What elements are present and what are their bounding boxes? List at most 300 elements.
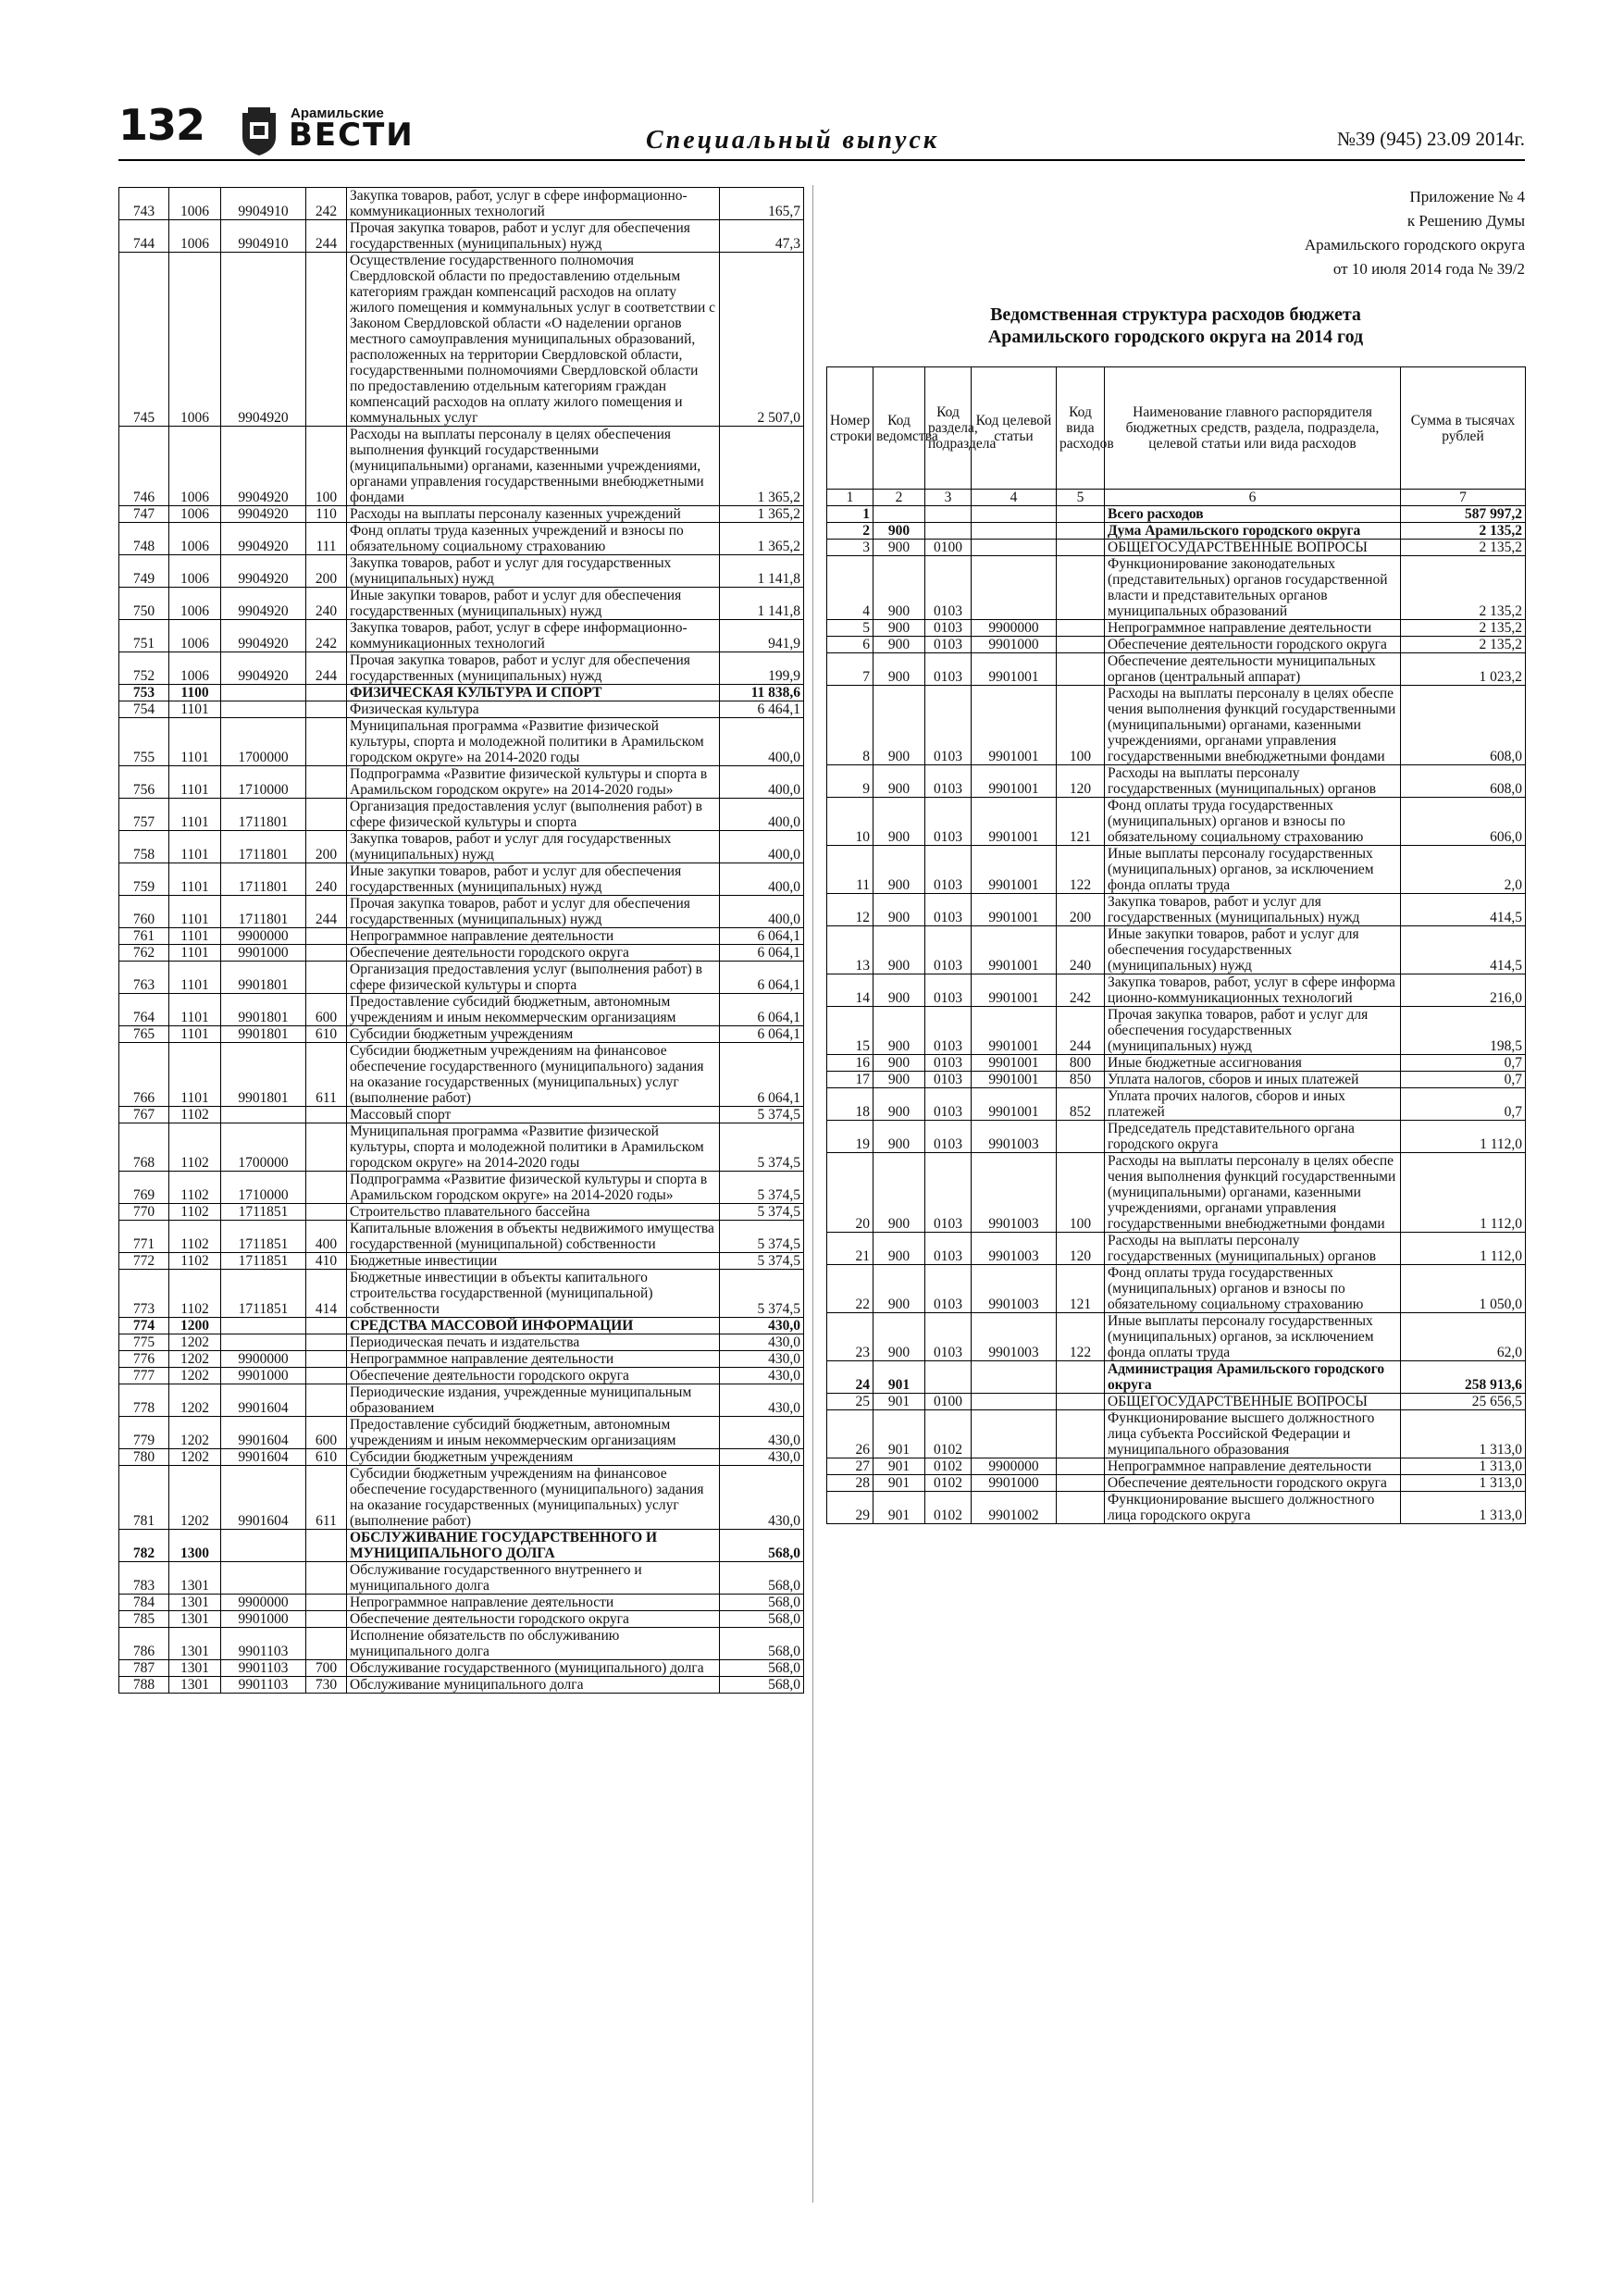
- item-name: Предоставление субсидий бюджетным, автономным учреждениям и иным некоммерческим организациям: [347, 1417, 720, 1449]
- department-code: [873, 506, 925, 523]
- section-code: 1101: [169, 863, 221, 896]
- section-code: 1006: [169, 555, 221, 588]
- expense-type-code: 414: [306, 1270, 347, 1318]
- item-name: Периодические издания, учрежденные муниципальным образованием: [347, 1384, 720, 1417]
- item-name: Уплата прочих налогов, сборов и иных платежей: [1105, 1088, 1401, 1121]
- section-code: 0103: [925, 1265, 972, 1313]
- item-name: Иные бюджетные ассигнования: [1105, 1055, 1401, 1072]
- column-header: Код раздела, подраздела: [925, 367, 972, 490]
- item-name: Председатель представительного органа городского округа: [1105, 1121, 1401, 1153]
- item-name: Обеспечение деятельности городского округа: [347, 1368, 720, 1384]
- item-name: Строительство плавательного бассейна: [347, 1204, 720, 1221]
- table-row: [827, 540, 1526, 556]
- expense-type-code: 200: [1057, 894, 1105, 926]
- table-row: [119, 1351, 804, 1368]
- section-code: 1006: [169, 188, 221, 220]
- item-sum: 400,0: [720, 831, 804, 863]
- title-line: Арамильского городского округа на 2014 год: [987, 327, 1364, 347]
- item-name: Организация предоставления услуг (выполнения работ) в сфере физической культуры и спорта: [347, 799, 720, 831]
- row-number: 20: [827, 1153, 873, 1233]
- item-name: Обеспечение деятельности городского округа: [347, 1611, 720, 1628]
- expense-type-code: 610: [306, 1449, 347, 1466]
- row-number: 10: [827, 798, 873, 846]
- target-code: 9904920: [221, 506, 306, 523]
- item-name: Расходы на выплаты персоналу казенных учреждений: [347, 506, 720, 523]
- target-code: 1710000: [221, 1172, 306, 1204]
- item-sum: 1 313,0: [1401, 1458, 1526, 1475]
- expense-type-code: 200: [306, 831, 347, 863]
- table-row: [827, 1055, 1526, 1072]
- target-code: 9904920: [221, 652, 306, 685]
- item-name: Иные закупки товаров, работ и услуг для обеспечения государственных (муниципальных) нужд: [347, 863, 720, 896]
- target-code: 9900000: [221, 1351, 306, 1368]
- row-number: 777: [119, 1368, 169, 1384]
- department-code: 900: [873, 653, 925, 686]
- expense-type-code: [306, 766, 347, 799]
- item-name: Уплата налогов, сборов и иных платежей: [1105, 1072, 1401, 1088]
- section-code: 0103: [925, 894, 972, 926]
- expense-type-code: 244: [1057, 1007, 1105, 1055]
- table-row: [119, 994, 804, 1026]
- row-number: 760: [119, 896, 169, 928]
- item-sum: 6 064,1: [720, 1043, 804, 1107]
- table-row: [119, 1026, 804, 1043]
- item-name: СРЕДСТВА МАССОВОЙ ИНФОРМАЦИИ: [347, 1318, 720, 1334]
- item-sum: 5 374,5: [720, 1204, 804, 1221]
- expense-type-code: 610: [306, 1026, 347, 1043]
- table-row: [119, 831, 804, 863]
- item-sum: 5 374,5: [720, 1221, 804, 1253]
- item-name: Предоставление субсидий бюджетным, автономным учреждениям и иным некоммерческим организациям: [347, 994, 720, 1026]
- expense-type-code: [306, 1562, 347, 1595]
- expense-type-code: 111: [306, 523, 347, 555]
- item-name: Муниципальная программа «Развитие физической культуры, спорта и молодежной политики в Арамильском городском округе» на 2014-2020 годы: [347, 718, 720, 766]
- item-sum: 2 135,2: [1401, 620, 1526, 637]
- item-sum: 6 064,1: [720, 994, 804, 1026]
- section-code: 0103: [925, 1055, 972, 1072]
- table-row: [827, 620, 1526, 637]
- item-name: Администрация Арамильского городского округа: [1105, 1361, 1401, 1394]
- table-row: [119, 1253, 804, 1270]
- expense-type-code: 120: [1057, 1233, 1105, 1265]
- item-sum: 430,0: [720, 1318, 804, 1334]
- item-name: Прочая закупка товаров, работ и услуг для обеспечения государственных (муниципальных) нужд: [347, 652, 720, 685]
- row-number: 775: [119, 1334, 169, 1351]
- item-sum: 568,0: [720, 1677, 804, 1694]
- section-code: 1101: [169, 928, 221, 945]
- column-divider: [812, 185, 813, 2203]
- table-row: [119, 1123, 804, 1172]
- target-code: 9900000: [221, 928, 306, 945]
- item-name: Расходы на выплаты персоналу в целях обеспе чения выполнения функций государственными (муниципальными) органами, казенными учреждениями, органами управления государственными внебюджетными фондами: [1105, 1153, 1401, 1233]
- target-code: [972, 1394, 1057, 1410]
- expense-type-code: [306, 945, 347, 962]
- column-index: 7: [1401, 490, 1526, 506]
- expense-type-code: 100: [1057, 686, 1105, 765]
- section-code: 1202: [169, 1449, 221, 1466]
- target-code: 9901003: [972, 1153, 1057, 1233]
- item-sum: 2 135,2: [1401, 523, 1526, 540]
- target-code: 9904920: [221, 620, 306, 652]
- section-code: 1101: [169, 718, 221, 766]
- item-name: Непрограммное направление деятельности: [347, 1595, 720, 1611]
- expense-type-code: [306, 1628, 347, 1660]
- table-row: [119, 1660, 804, 1677]
- target-code: 9901801: [221, 962, 306, 994]
- target-code: 9901103: [221, 1660, 306, 1677]
- section-code: [925, 523, 972, 540]
- expense-type-code: 110: [306, 506, 347, 523]
- item-sum: 25 656,5: [1401, 1394, 1526, 1410]
- department-code: 900: [873, 523, 925, 540]
- row-number: 751: [119, 620, 169, 652]
- item-sum: 0,7: [1401, 1055, 1526, 1072]
- target-code: 1710000: [221, 766, 306, 799]
- section-code: 1006: [169, 427, 221, 506]
- logo-subtitle: Арамильские: [291, 105, 384, 121]
- column-index: 1: [827, 490, 873, 506]
- appendix-note: [1110, 185, 1525, 281]
- item-sum: 1 141,8: [720, 588, 804, 620]
- target-code: 9901003: [972, 1265, 1057, 1313]
- item-name: Закупка товаров, работ и услуг для государственных (муниципальных) нужд: [1105, 894, 1401, 926]
- target-code: 9904910: [221, 220, 306, 253]
- expense-type-code: 611: [306, 1466, 347, 1530]
- section-code: 1101: [169, 1043, 221, 1107]
- table-row: [827, 653, 1526, 686]
- expense-type-code: 730: [306, 1677, 347, 1694]
- section-code: 1006: [169, 523, 221, 555]
- row-number: 11: [827, 846, 873, 894]
- department-code: 900: [873, 637, 925, 653]
- issue-date: №39 (945) 23.09 2014г.: [1336, 128, 1525, 150]
- table-row: [119, 1449, 804, 1466]
- item-name: Прочая закупка товаров, работ и услуг для обеспечения государственных (муниципальных) нужд: [347, 220, 720, 253]
- expense-type-code: [306, 1204, 347, 1221]
- item-sum: 216,0: [1401, 974, 1526, 1007]
- row-number: 14: [827, 974, 873, 1007]
- column-header: Код ведомства: [873, 367, 925, 490]
- expense-type-code: 100: [306, 427, 347, 506]
- item-sum: 1 365,2: [720, 427, 804, 506]
- table-row: [119, 506, 804, 523]
- table-row: [827, 523, 1526, 540]
- section-code: 1202: [169, 1351, 221, 1368]
- expense-type-code: [1057, 1492, 1105, 1524]
- item-sum: 568,0: [720, 1611, 804, 1628]
- item-name: Организация предоставления услуг (выполнения работ) в сфере физической культуры и спорта: [347, 962, 720, 994]
- target-code: 9904920: [221, 427, 306, 506]
- expense-type-code: 240: [306, 863, 347, 896]
- row-number: 754: [119, 701, 169, 718]
- item-sum: 2 135,2: [1401, 637, 1526, 653]
- table-row: [827, 926, 1526, 974]
- table-row: [119, 588, 804, 620]
- expense-type-code: [306, 718, 347, 766]
- table-row: [119, 701, 804, 718]
- appendix-line: Приложение № 4: [1409, 188, 1525, 205]
- department-code: 900: [873, 556, 925, 620]
- item-name: Субсидии бюджетным учреждениям: [347, 1026, 720, 1043]
- section-code: 0103: [925, 686, 972, 765]
- target-code: 9901801: [221, 1043, 306, 1107]
- item-name: Расходы на выплаты персоналу государственных (муниципальных) органов: [1105, 1233, 1401, 1265]
- table-row: [119, 766, 804, 799]
- expense-type-code: [306, 1384, 347, 1417]
- row-number: 5: [827, 620, 873, 637]
- target-code: 1711801: [221, 799, 306, 831]
- item-sum: 568,0: [720, 1562, 804, 1595]
- item-name: Массовый спорт: [347, 1107, 720, 1123]
- item-name: Всего расходов: [1105, 506, 1401, 523]
- appendix-line: Арамильского городского округа: [1304, 236, 1525, 254]
- section-code: 1102: [169, 1172, 221, 1204]
- section-code: 0102: [925, 1458, 972, 1475]
- item-sum: 62,0: [1401, 1313, 1526, 1361]
- table-row: [827, 1492, 1526, 1524]
- item-name: Непрограммное направление деятельности: [1105, 620, 1401, 637]
- item-sum: 1 023,2: [1401, 653, 1526, 686]
- row-number: 786: [119, 1628, 169, 1660]
- table-row: [119, 1334, 804, 1351]
- section-code: 1101: [169, 962, 221, 994]
- page-header: [118, 100, 1525, 165]
- row-number: 9: [827, 765, 873, 798]
- item-name: Обеспечение деятельности городского округа: [347, 945, 720, 962]
- expense-type-code: 611: [306, 1043, 347, 1107]
- expense-type-code: [306, 1595, 347, 1611]
- table-row: [119, 1384, 804, 1417]
- department-code: 900: [873, 926, 925, 974]
- item-sum: 430,0: [720, 1449, 804, 1466]
- target-code: 9901001: [972, 894, 1057, 926]
- item-sum: 1 313,0: [1401, 1410, 1526, 1458]
- section-code: 1102: [169, 1221, 221, 1253]
- section-code: 0100: [925, 540, 972, 556]
- target-code: 9901103: [221, 1628, 306, 1660]
- department-code: 900: [873, 1233, 925, 1265]
- item-name: Иные закупки товаров, работ и услуг для обеспечения государственных (муниципальных) нужд: [1105, 926, 1401, 974]
- section-code: 0103: [925, 556, 972, 620]
- expense-type-code: [1057, 523, 1105, 540]
- department-code: 900: [873, 1055, 925, 1072]
- section-code: 1102: [169, 1123, 221, 1172]
- target-code: 1711851: [221, 1204, 306, 1221]
- section-code: 1202: [169, 1417, 221, 1449]
- row-number: 784: [119, 1595, 169, 1611]
- target-code: 9900000: [221, 1595, 306, 1611]
- item-sum: 430,0: [720, 1334, 804, 1351]
- expense-type-code: 122: [1057, 846, 1105, 894]
- expense-type-code: 122: [1057, 1313, 1105, 1361]
- target-code: 9900000: [972, 620, 1057, 637]
- target-code: 1711851: [221, 1253, 306, 1270]
- item-sum: 941,9: [720, 620, 804, 652]
- item-sum: 5 374,5: [720, 1270, 804, 1318]
- item-name: Закупка товаров, работ и услуг для государственных (муниципальных) нужд: [347, 831, 720, 863]
- row-number: 762: [119, 945, 169, 962]
- expense-type-code: [306, 1107, 347, 1123]
- expense-type-code: 244: [306, 896, 347, 928]
- table-row: [827, 1313, 1526, 1361]
- table-row: [119, 1221, 804, 1253]
- item-name: Иные выплаты персоналу государственных (муниципальных) органов, за исключением фонда оплаты труда: [1105, 1313, 1401, 1361]
- department-code: 901: [873, 1458, 925, 1475]
- item-name: Периодическая печать и издательства: [347, 1334, 720, 1351]
- row-number: 21: [827, 1233, 873, 1265]
- table-row: [827, 798, 1526, 846]
- table-row: [119, 188, 804, 220]
- table-row: [119, 799, 804, 831]
- target-code: 9901604: [221, 1449, 306, 1466]
- item-sum: 11 838,6: [720, 685, 804, 701]
- target-code: 9901604: [221, 1417, 306, 1449]
- table-row: [827, 556, 1526, 620]
- table-row: [119, 928, 804, 945]
- section-code: 1101: [169, 994, 221, 1026]
- item-name: Исполнение обязательств по обслуживанию муниципального долга: [347, 1628, 720, 1660]
- section-code: 0103: [925, 1153, 972, 1233]
- section-code: [925, 1361, 972, 1394]
- target-code: 1711801: [221, 863, 306, 896]
- row-number: 763: [119, 962, 169, 994]
- row-number: 772: [119, 1253, 169, 1270]
- item-sum: 400,0: [720, 896, 804, 928]
- item-sum: 1 313,0: [1401, 1475, 1526, 1492]
- item-sum: 1 365,2: [720, 523, 804, 555]
- table-row: [119, 945, 804, 962]
- page-number: 132: [118, 100, 205, 150]
- expense-type-code: [306, 1611, 347, 1628]
- section-code: 0103: [925, 974, 972, 1007]
- title-line: Ведомственная структура расходов бюджета: [990, 304, 1361, 325]
- table-row: [119, 253, 804, 427]
- row-number: 780: [119, 1449, 169, 1466]
- item-sum: 608,0: [1401, 765, 1526, 798]
- target-code: [972, 1410, 1057, 1458]
- target-code: 1700000: [221, 718, 306, 766]
- column-index: 5: [1057, 490, 1105, 506]
- table-row: [119, 1611, 804, 1628]
- row-number: 759: [119, 863, 169, 896]
- row-number: 13: [827, 926, 873, 974]
- expense-type-code: [1057, 1394, 1105, 1410]
- item-sum: 430,0: [720, 1368, 804, 1384]
- row-number: 3: [827, 540, 873, 556]
- item-name: Обслуживание муниципального долга: [347, 1677, 720, 1694]
- expense-type-code: [306, 1351, 347, 1368]
- section-code: 1301: [169, 1595, 221, 1611]
- row-number: 22: [827, 1265, 873, 1313]
- section-code: 1101: [169, 831, 221, 863]
- row-number: 768: [119, 1123, 169, 1172]
- table-row: [119, 1677, 804, 1694]
- item-name: Субсидии бюджетным учреждениям: [347, 1449, 720, 1466]
- item-sum: 47,3: [720, 220, 804, 253]
- row-number: 4: [827, 556, 873, 620]
- row-number: 8: [827, 686, 873, 765]
- table-row: [827, 1265, 1526, 1313]
- section-code: 1101: [169, 799, 221, 831]
- item-name: Функционирование законодательных (представительных) органов государственной власти и представительных органов муниципальных образований: [1105, 556, 1401, 620]
- expense-type-code: [306, 928, 347, 945]
- department-code: 900: [873, 765, 925, 798]
- item-name: Подпрограмма «Развитие физической культуры и спорта в Арамильском городском округе» на 2014-2020 годы»: [347, 1172, 720, 1204]
- expense-type-code: 800: [1057, 1055, 1105, 1072]
- item-name: Закупка товаров, работ, услуг в сфере информационно-коммуникационных технологий: [347, 188, 720, 220]
- table-row: [119, 620, 804, 652]
- row-number: 16: [827, 1055, 873, 1072]
- item-sum: 430,0: [720, 1466, 804, 1530]
- section-code: 1301: [169, 1677, 221, 1694]
- item-sum: 5 374,5: [720, 1123, 804, 1172]
- row-number: 7: [827, 653, 873, 686]
- expense-type-code: 100: [1057, 1153, 1105, 1233]
- target-code: 9904920: [221, 588, 306, 620]
- item-name: Фонд оплаты труда казенных учреждений и взносы по обязательному социальному страхованию: [347, 523, 720, 555]
- item-name: Капитальные вложения в объекты недвижимого имущества государственной (муниципальной) собственности: [347, 1221, 720, 1253]
- item-sum: 400,0: [720, 766, 804, 799]
- target-code: 1700000: [221, 1123, 306, 1172]
- table-row: [119, 1172, 804, 1204]
- item-sum: 568,0: [720, 1595, 804, 1611]
- table-row: [119, 962, 804, 994]
- expense-type-code: [306, 253, 347, 427]
- section-code: 0103: [925, 846, 972, 894]
- expense-type-code: [306, 685, 347, 701]
- header-rule: [118, 159, 1525, 161]
- target-code: 9901001: [972, 653, 1057, 686]
- item-sum: 6 064,1: [720, 945, 804, 962]
- department-code: 900: [873, 1072, 925, 1088]
- target-code: [221, 1318, 306, 1334]
- department-code: 901: [873, 1475, 925, 1492]
- expense-type-code: 121: [1057, 798, 1105, 846]
- item-name: Непрограммное направление деятельности: [347, 1351, 720, 1368]
- row-number: 27: [827, 1458, 873, 1475]
- table-row: [119, 896, 804, 928]
- section-code: 1006: [169, 253, 221, 427]
- row-number: 758: [119, 831, 169, 863]
- row-number: 746: [119, 427, 169, 506]
- table-row: [827, 1233, 1526, 1265]
- target-code: 9904920: [221, 555, 306, 588]
- row-number: 17: [827, 1072, 873, 1088]
- expense-type-code: [1057, 506, 1105, 523]
- item-sum: 1 141,8: [720, 555, 804, 588]
- table-row: [119, 685, 804, 701]
- section-code: 0103: [925, 765, 972, 798]
- item-sum: 0,7: [1401, 1088, 1526, 1121]
- section-code: 1101: [169, 896, 221, 928]
- expense-type-code: [306, 1318, 347, 1334]
- expense-type-code: [306, 1530, 347, 1562]
- item-name: Подпрограмма «Развитие физической культуры и спорта в Арамильском городском округе» на 2014-2020 годы»: [347, 766, 720, 799]
- item-name: Фонд оплаты труда государственных (муниципальных) органов и взносы по обязательному социальному страхованию: [1105, 1265, 1401, 1313]
- section-code: 0103: [925, 926, 972, 974]
- section-code: 1202: [169, 1466, 221, 1530]
- expense-type-code: 410: [306, 1253, 347, 1270]
- expense-type-code: 600: [306, 1417, 347, 1449]
- item-sum: 1 112,0: [1401, 1121, 1526, 1153]
- item-name: Расходы на выплаты персоналу в целях обеспечения выполнения функций государственными (муниципальными) органами, казенными учреждениями, органами управления государственными внебюджетными фондами: [347, 427, 720, 506]
- table-row: [827, 974, 1526, 1007]
- expense-type-code: [306, 1123, 347, 1172]
- column-header: Наименование главного распорядителя бюджетных средств, раздела, подраздела, целевой статьи или вида расходов: [1105, 367, 1401, 490]
- item-sum: 1 313,0: [1401, 1492, 1526, 1524]
- item-sum: 608,0: [1401, 686, 1526, 765]
- section-code: 1202: [169, 1334, 221, 1351]
